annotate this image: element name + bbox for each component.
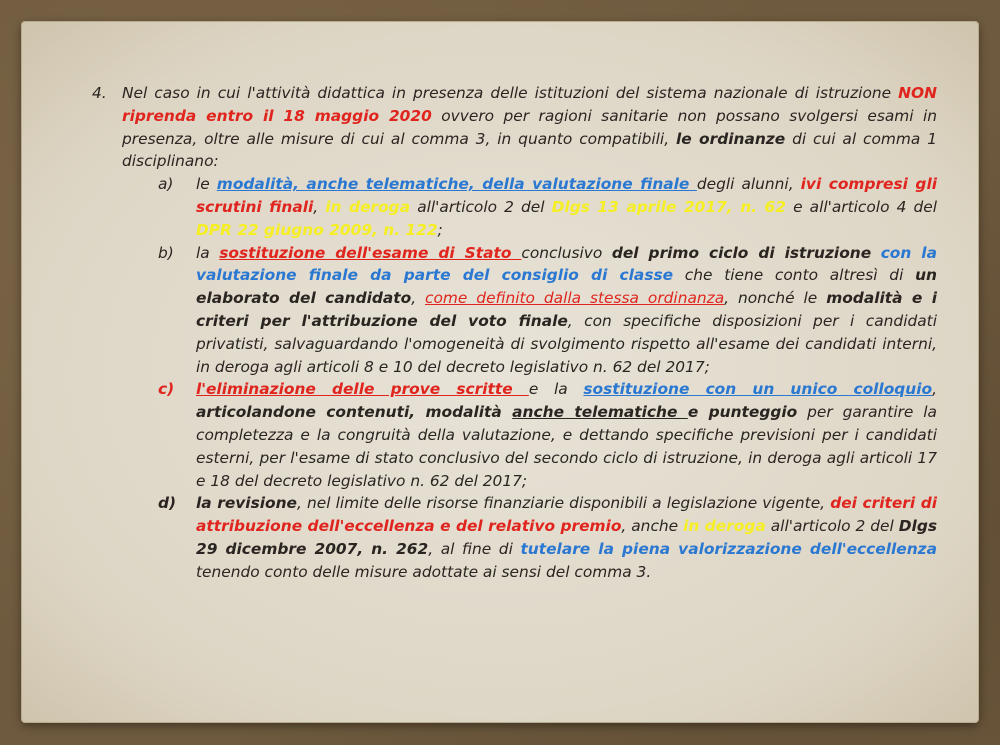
- highlight-ordinanze: le ordinanze: [675, 129, 786, 148]
- item-list: [158, 173, 937, 583]
- item-label: c): [158, 380, 175, 399]
- item-text: l'eliminazione delle prove scritte e la sostituzione con un unico colloquio, articolandone contenuti, modalità anche telematiche e punteggio per garantire la completezza e la congruità della valutazione, e dettando specifiche previsioni per i candidati esterni, per l'esame di stato conclusivo del secondo ciclo di istruzione, in deroga agli articoli 17 e 18 del decreto legislativo n. 62 del 2017;: [196, 380, 938, 490]
- item-text: la revisione, nel limite delle risorse finanziarie disponibili a legislazione vigente, dei criteri di attribuzione dell'eccellenza e del relativo premio, anche in deroga all'articolo 2 del Dlgs 29 dicembre 2007, n. 262, al fine di tutelare la piena valorizzazione dell'eccellenza tenendo conto delle misure adottate ai sensi del comma 3.: [196, 494, 937, 581]
- paragraph-number: 4.: [92, 84, 107, 102]
- item-text: la sostituzione dell'esame di Stato conclusivo del primo ciclo di istruzione con la valutazione finale da parte del consiglio di classe che tiene conto altresì di un elaborato del candidato, come definito dalla stessa ordinanza, nonché le modalità e i criteri per l'attribuzione del voto finale, con specifiche disposizioni per i candidati privatisti, salvaguardando l'omogeneità di svolgimento rispetto all'esame dei candidati interni, in deroga agli articoli 8 e 10 del decreto legislativo n. 62 del 2017;: [196, 243, 937, 376]
- list-item-d: [158, 492, 937, 583]
- document-page: [22, 22, 978, 722]
- item-label: a): [158, 175, 174, 194]
- highlight-date: NON riprenda entro il 18 maggio 2020: [122, 84, 937, 125]
- item-text: le modalità, anche telematiche, della valutazione finale degli alunni, ivi compresi gli scrutini finali, in deroga all'articolo 2 del Dlgs 13 aprile 2017, n. 62 e all'articolo 4 del DPR 22 giugno 2009, n. 122;: [196, 175, 938, 239]
- item-label: b): [158, 243, 174, 262]
- paragraph-4: [92, 82, 937, 173]
- list-item-a: [158, 173, 937, 241]
- list-item-c: [158, 378, 937, 492]
- list-item-b: [158, 242, 937, 379]
- item-label: d): [158, 494, 177, 513]
- paragraph-4-text: Nel caso in cui l'attività didattica in presenza delle istituzioni del sistema nazionale di istruzione NON riprenda entro il 18 maggio 2020 ovvero per ragioni sanitarie non possano svolgersi esami in presenza, oltre alle misure di cui al comma 3, in quanto compatibili, le ordinanze di cui al comma 1 disciplinano:: [122, 84, 938, 171]
- document-text: [92, 82, 937, 584]
